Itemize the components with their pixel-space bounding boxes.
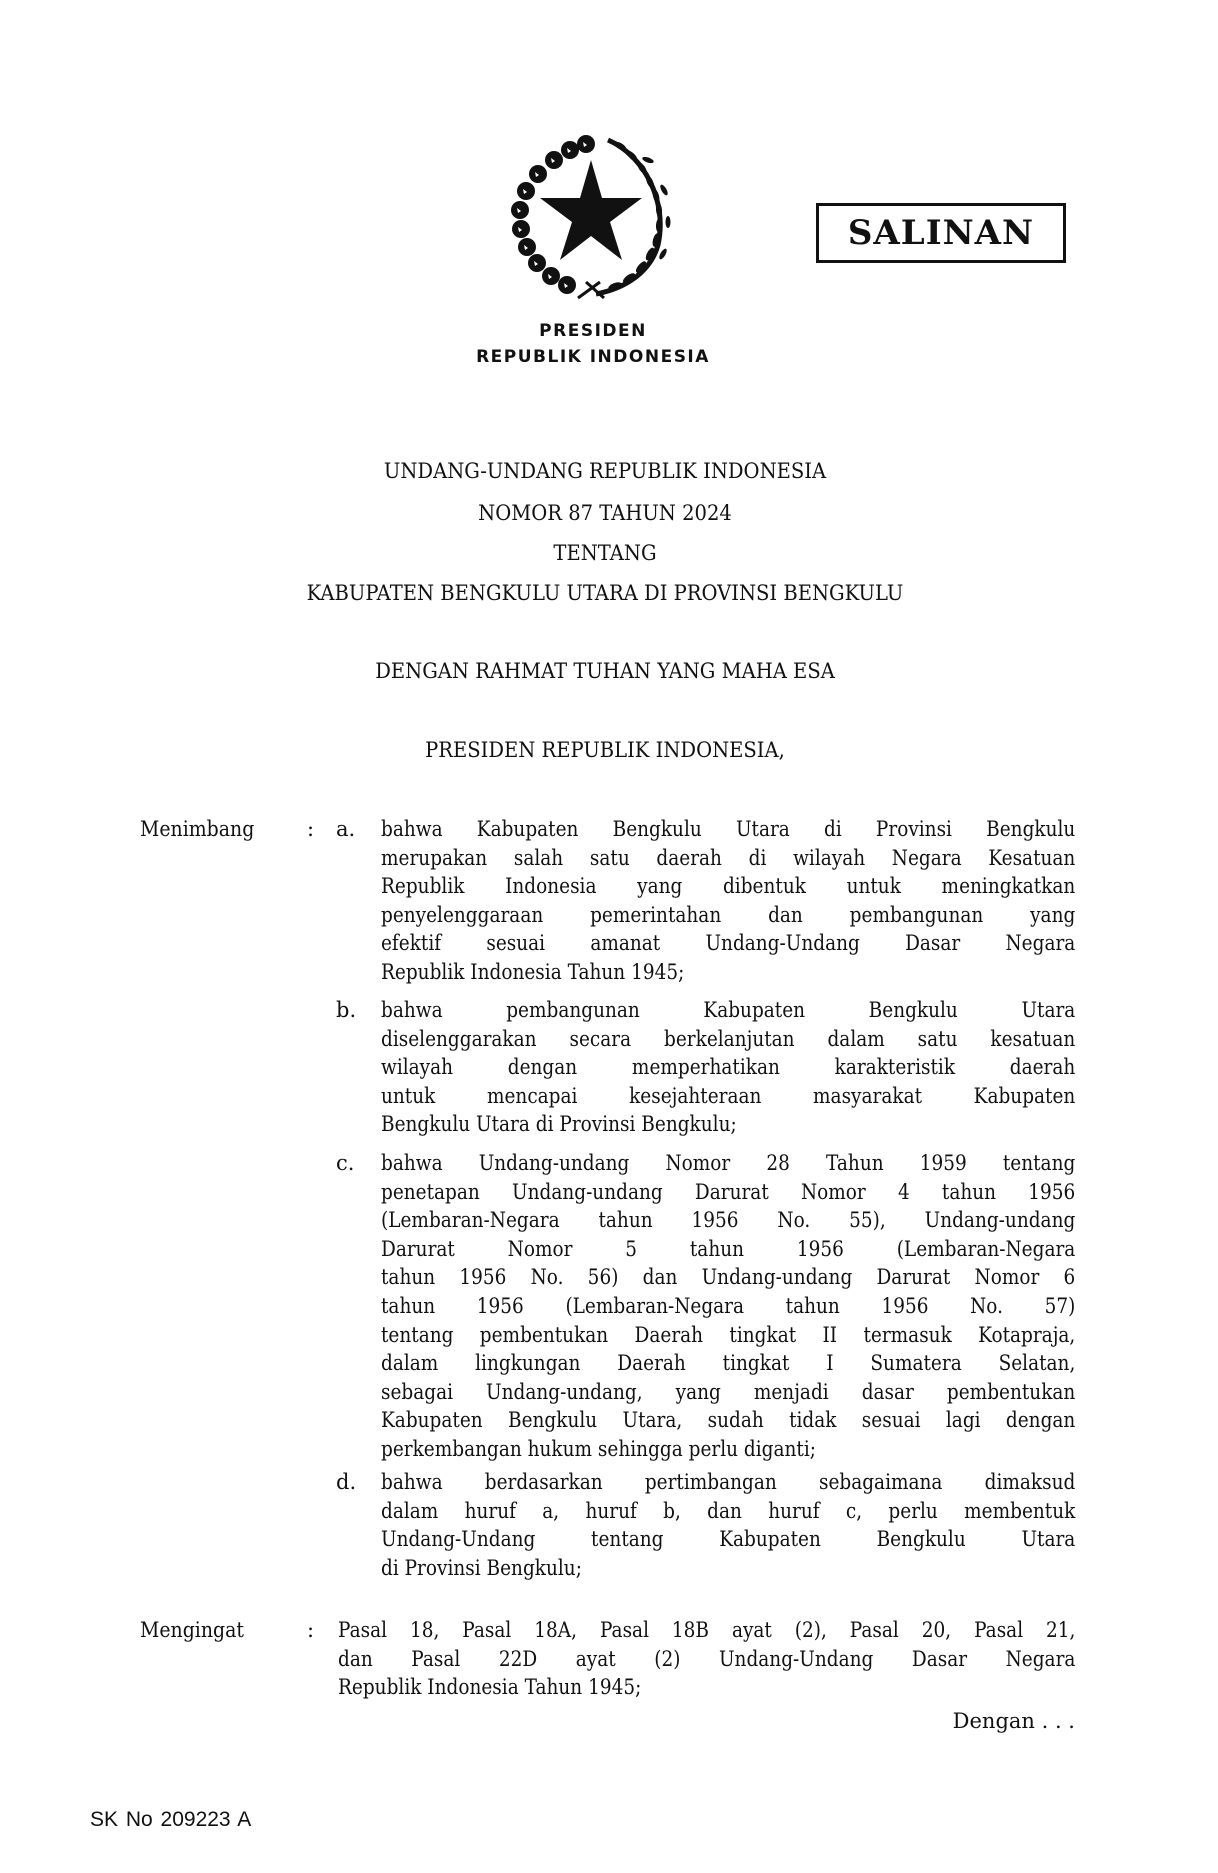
preamble: DENGAN RAHMAT TUHAN YANG MAHA ESA xyxy=(375,659,835,683)
consideration-a xyxy=(381,815,1075,987)
text-line: bahwa Undang-undang Nomor 28 Tahun 1959 tentang xyxy=(381,1151,1076,1175)
page-continuation: Dengan . . . xyxy=(952,1709,1075,1733)
text-line: penyelenggaraan pemerintahan dan pembangunan yang xyxy=(381,902,1076,927)
emblem-caption-republik: REPUBLIK INDONESIA xyxy=(476,347,710,367)
item-marker-b: b. xyxy=(336,998,357,1022)
text-line: di Provinsi Bengkulu; xyxy=(381,1555,582,1580)
text-line: bahwa berdasarkan pertimbangan sebagaimana dimaksud xyxy=(381,1470,1076,1494)
document-subject: KABUPATEN BENGKULU UTARA DI PROVINSI BENGKULU xyxy=(306,581,904,605)
text-line: tentang pembentukan Daerah tingkat II termasuk Kotapraja, xyxy=(381,1322,1076,1347)
menimbang-colon: : xyxy=(307,817,315,841)
salinan-stamp: SALINAN xyxy=(816,203,1066,263)
item-marker-d: d. xyxy=(336,1470,357,1494)
text-line: Kabupaten Bengkulu Utara, sudah tidak sesuai lagi dengan xyxy=(381,1408,1076,1433)
document-number: NOMOR 87 TAHUN 2024 xyxy=(478,501,732,525)
legal-basis xyxy=(338,1616,1075,1702)
text-line: (Lembaran-Negara tahun 1956 No. 55), Undang-undang xyxy=(381,1208,1076,1233)
text-line: Bengkulu Utara di Provinsi Bengkulu; xyxy=(381,1112,737,1137)
text-line: tahun 1956 (Lembaran-Negara tahun 1956 No. 57) xyxy=(381,1293,1076,1318)
presidential-emblem-icon xyxy=(508,130,676,300)
text-line: perkembangan hukum sehingga perlu diganti; xyxy=(381,1436,816,1461)
text-line: Darurat Nomor 5 tahun 1956 (Lembaran-Negara xyxy=(381,1236,1076,1261)
text-line: Republik Indonesia Tahun 1945; xyxy=(381,959,685,984)
text-line: diselenggarakan secara berkelanjutan dalam satu kesatuan xyxy=(381,1026,1076,1051)
text-line: bahwa pembangunan Kabupaten Bengkulu Utara xyxy=(381,998,1076,1022)
enacting-authority: PRESIDEN REPUBLIK INDONESIA, xyxy=(425,738,785,762)
text-line: Undang-Undang tentang Kabupaten Bengkulu Utara xyxy=(381,1527,1076,1552)
item-marker-c: c. xyxy=(336,1151,355,1175)
mengingat-colon: : xyxy=(307,1618,315,1642)
text-line: dan Pasal 22D ayat (2) Undang-Undang Dasar Negara xyxy=(338,1646,1076,1671)
text-line: Pasal 18, Pasal 18A, Pasal 18B ayat (2), Pasal 20, Pasal 21, xyxy=(338,1618,1076,1642)
consideration-c xyxy=(381,1149,1075,1464)
text-line: sebagai Undang-undang, yang menjadi dasar pembentukan xyxy=(381,1379,1076,1404)
emblem-caption-presiden: PRESIDEN xyxy=(539,321,647,341)
text-line: penetapan Undang-undang Darurat Nomor 4 tahun 1956 xyxy=(381,1179,1076,1204)
text-line: merupakan salah satu daerah di wilayah Negara Kesatuan xyxy=(381,845,1076,870)
consideration-d xyxy=(381,1468,1075,1582)
document-type: UNDANG-UNDANG REPUBLIK INDONESIA xyxy=(383,459,827,483)
text-line: untuk mencapai kesejahteraan masyarakat Kabupaten xyxy=(381,1083,1076,1108)
text-line: Republik Indonesia yang dibentuk untuk meningkatkan xyxy=(381,874,1076,899)
text-line: dalam huruf a, huruf b, dan huruf c, perlu membentuk xyxy=(381,1498,1076,1523)
consideration-b xyxy=(381,996,1075,1139)
menimbang-label: Menimbang xyxy=(140,817,255,841)
text-line: tahun 1956 No. 56) dan Undang-undang Darurat Nomor 6 xyxy=(381,1265,1076,1290)
mengingat-label: Mengingat xyxy=(140,1618,244,1642)
text-line: wilayah dengan memperhatikan karakteristik daerah xyxy=(381,1055,1076,1080)
text-line: bahwa Kabupaten Bengkulu Utara di Provinsi Bengkulu xyxy=(381,817,1076,841)
sk-number: SK No 209223 A xyxy=(90,1808,252,1831)
text-line: Republik Indonesia Tahun 1945; xyxy=(338,1675,642,1700)
item-marker-a: a. xyxy=(336,817,356,841)
text-line: efektif sesuai amanat Undang-Undang Dasar Negara xyxy=(381,931,1076,956)
title-tentang: TENTANG xyxy=(553,541,657,565)
text-line: dalam lingkungan Daerah tingkat I Sumatera Selatan, xyxy=(381,1351,1076,1376)
